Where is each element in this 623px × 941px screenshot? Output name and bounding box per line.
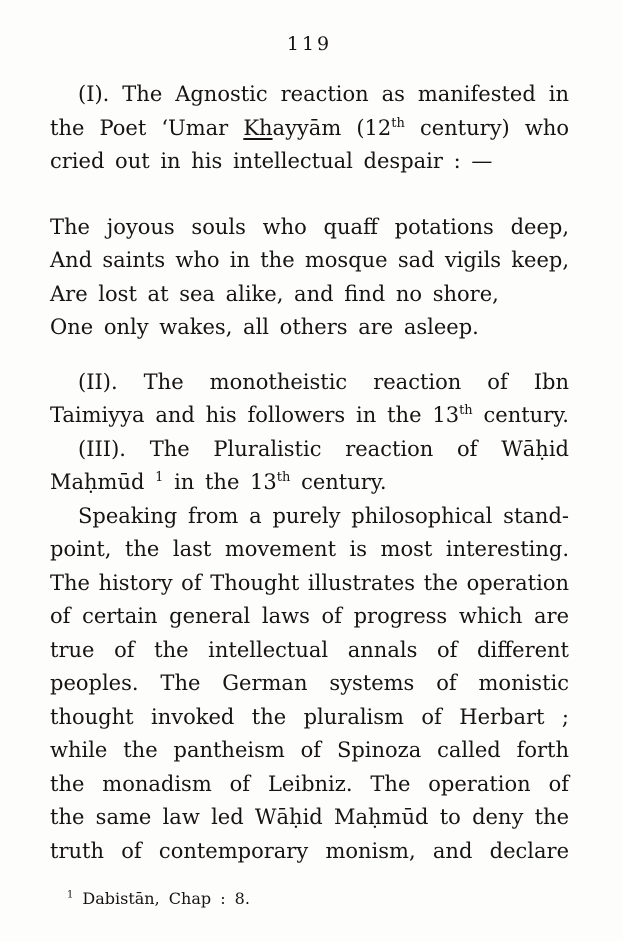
text-line: point, the last movement is most interesting.: [50, 537, 569, 561]
text-line: $^1$ Dabistān, Chap : 8.: [67, 889, 250, 908]
text-line: The joyous souls who quaff potations deep,: [50, 214, 569, 239]
text-line: cried out in his intellectual despair : —: [50, 149, 493, 173]
text-line: while the pantheism of Spinoza called forth: [50, 738, 569, 762]
text-line: One only wakes, all others are asleep.: [50, 315, 479, 339]
intro-paragraph: [50, 78, 569, 179]
quatrain-poem: [50, 211, 569, 345]
text-line: (I). The Agnostic reaction as manifested in: [78, 82, 569, 106]
text-line: thought invoked the pluralism of Herbart ;: [50, 704, 569, 729]
section-iii-paragraph: [50, 433, 569, 500]
text-line: Maḥmūd $^1$ in the 13th century.: [50, 470, 387, 494]
body-paragraph: [50, 500, 569, 869]
text-line: true of the intellectual annals of different: [50, 637, 569, 662]
section-ii-paragraph: [50, 366, 569, 433]
text-line: (III). The Pluralistic reaction of Wāḥid: [78, 436, 569, 461]
text-line: Speaking from a purely philosophical stand-: [78, 503, 569, 528]
text-line: Are lost at sea alike, and find no shore,: [50, 281, 499, 306]
text-line: the monadism of Leibniz. The operation of: [50, 771, 569, 796]
text-line: the Poet ‘Umar Khayyām (12th century) who: [50, 115, 569, 140]
text-line: truth of contemporary monism, and declare: [50, 838, 569, 863]
text-line: The history of Thought illustrates the operation: [50, 570, 569, 595]
text-line: Taimiyya and his followers in the 13th century.: [50, 403, 569, 427]
text-line: And saints who in the mosque sad vigils keep,: [50, 248, 569, 272]
text-line: (II). The monotheistic reaction of Ibn: [78, 369, 569, 394]
text-line: peoples. The German systems of monistic: [50, 671, 569, 695]
text-line: of certain general laws of progress which are: [50, 604, 569, 628]
page-number: 119: [286, 33, 333, 55]
text-line: the same law led Wāḥid Maḥmūd to deny the: [50, 805, 569, 829]
footnote: [50, 887, 569, 911]
